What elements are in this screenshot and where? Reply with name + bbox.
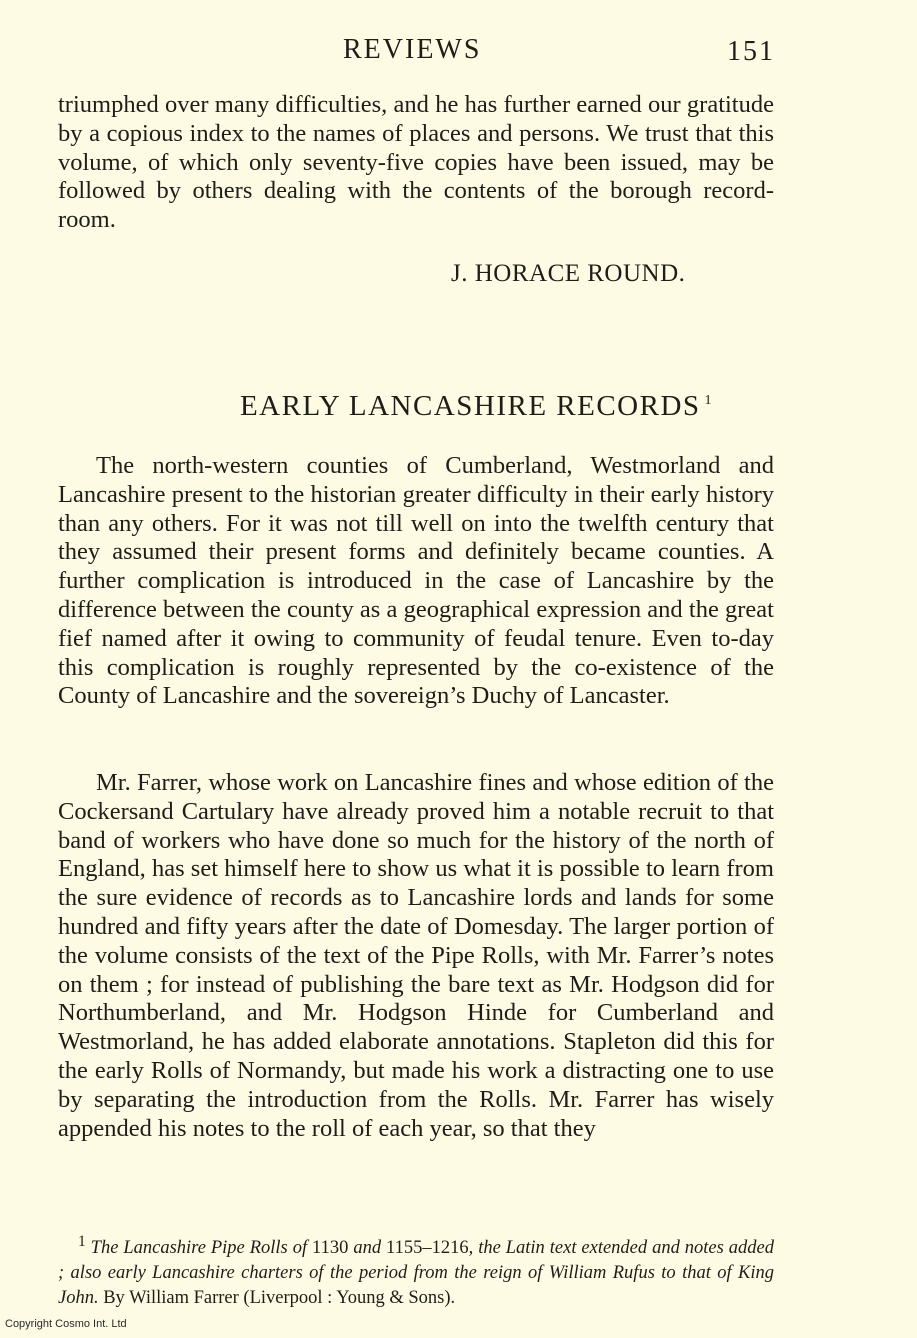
article-paragraph-2: Mr. Farrer, whose work on Lancashire fines and whose edition of the Cockersand Cartulary have already proved him a notable recruit to that band of workers who have done so much for the history of the north of England, has set himself here to show us what it is possible to learn from the sure evidence of records as to Lancashire lords and lands for some hundred and fifty years after the date of Domesday. The larger portion of the volume consists of the text of the Pipe Rolls, with Mr. Farrer’s notes on them ; for instead of publishing the bare text as Mr. Hodgson did for Northumberland, and Mr. Hodgson Hinde for Cumberland and Westmorland, he has added elaborate annotations. Stapleton did this for the early Rolls of Normandy, but made his work a distracting one to use by separating the introduction from the Rolls. Mr. Farrer has wisely appended his notes to the roll of each year, so that they [58, 769, 774, 1142]
title-footnote-marker: 1 [704, 393, 714, 409]
article-title [0, 390, 917, 423]
footnote-italic-description: the Latin text extended and notes added ; also early Lancashire charters of the period from the reign of William Rufus to that of King John. [58, 1238, 775, 1309]
footnote-marker: 1 [78, 1233, 86, 1250]
page-number: 151 [727, 36, 775, 67]
previous-review-text: triumphed over many difficulties, and he has further earned our gratitude by a copious index to the names of places and persons. We trust that this volume, of which only seventy-five copies have been issued, may be followed by others dealing with the contents of the borough record-room. [58, 91, 774, 234]
running-title: REVIEWS [343, 34, 482, 65]
copyright-watermark: Copyright Cosmo Int. Ltd [5, 1318, 127, 1330]
footnote-years-1: 1130 [312, 1238, 349, 1259]
footnote-italic-and: and [353, 1238, 382, 1259]
reviewer-signature: J. HORACE ROUND. [451, 260, 686, 287]
running-head [0, 34, 917, 74]
footnote-publication: By William Farrer (Liverpool : Young & Sons). [103, 1288, 456, 1309]
footnote-italic-title: The Lancashire Pipe Rolls of [90, 1238, 308, 1259]
footnote [58, 1229, 774, 1311]
article-paragraph-1: The north-western counties of Cumberland, Westmorland and Lancashire present to the historian greater difficulty in their early history than any others. For it was not till well on into the twelfth century that they assumed their present forms and definitely became counties. A further complication is introduced in the case of Lancashire by the difference between the county as a geographical expression and the great fief named after it owing to community of feudal tenure. Even to-day this complication is roughly represented by the co-existence of the County of Lancashire and the sovereign’s Duchy of Lancaster. [58, 452, 774, 710]
footnote-years-2: 1155–1216, [386, 1238, 474, 1259]
article-title-text: EARLY LANCASHIRE RECORDS [239, 390, 701, 422]
